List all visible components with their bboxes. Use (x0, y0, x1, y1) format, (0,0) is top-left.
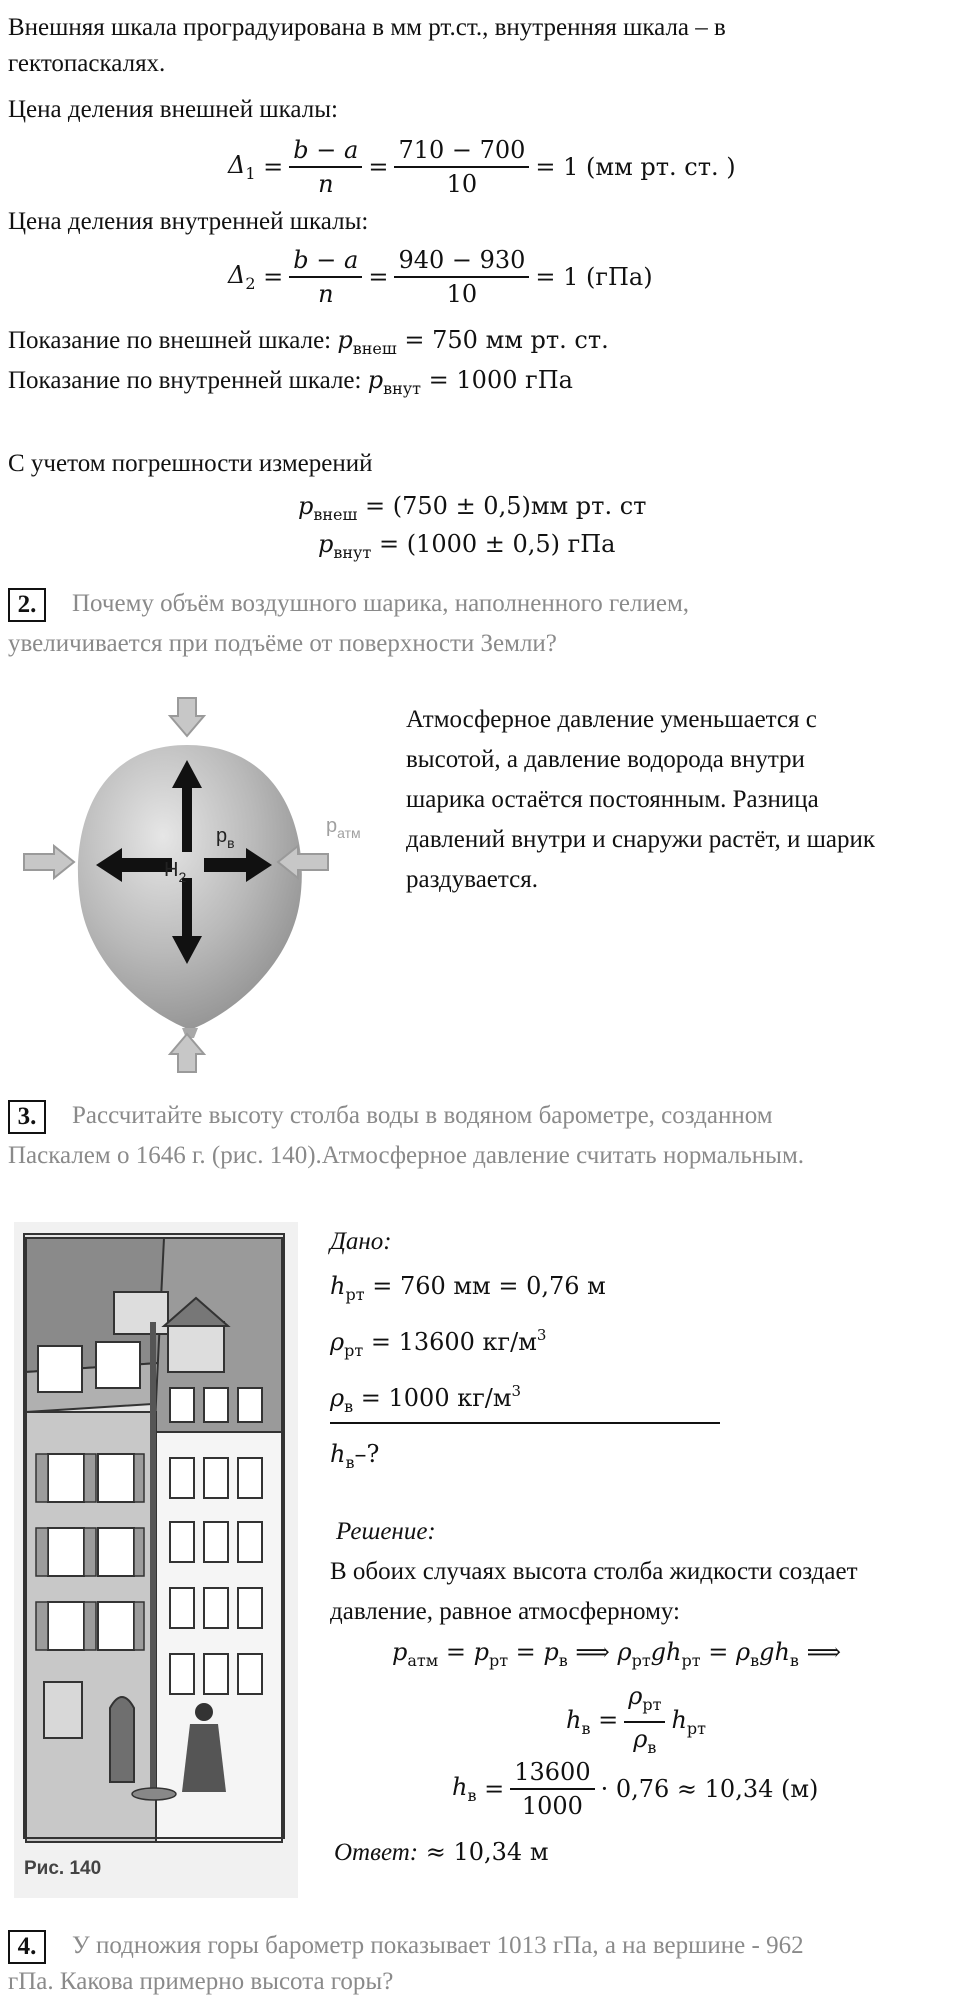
solution-equation-1: $p_{атм} = p_{рт} = p_в$ ⟹ $\rho_{рт}gh_{рт} = \rho_вgh_в$ ⟹ (392, 1638, 841, 1670)
outer-reading: Показание по внешней шкале: $p_{внеш} = 750$ мм рт. ст. (8, 326, 609, 358)
question-4-number: 4. (8, 1930, 46, 1964)
given-item: $h_{рт} = 760$ мм = 0,76 м (330, 1272, 606, 1304)
given-item: $\rho_в = 1000$ $кг/м^3$ (330, 1382, 522, 1416)
given-divider (330, 1422, 720, 1424)
question-3: 3. Рассчитайте высоту столба воды в водяном барометре, созданном (8, 1096, 773, 1136)
formula-inner-division: Δ2 = $\frac{b - a}{n}$ = $\frac{940 - 930}{10}$ = 1 (гПа) (228, 246, 653, 308)
question-3-line-2: Паскалем о 1646 г. (рис. 140).Атмосферное давление считать нормальным. (8, 1142, 805, 1169)
given-list (330, 1266, 606, 1427)
gas-label: $H_2$ (164, 859, 187, 885)
answer-line: давлений внутри и снаружи растёт, и шарик (406, 826, 875, 853)
given-label: Дано: (330, 1228, 392, 1255)
solution-equation-3: hв = $\frac{13600}{1000}$ · 0,76 ≈ 10,34 (м) (452, 1758, 819, 1820)
question-4-line-2: гПа. Какова примерно высота горы? (8, 1968, 394, 1995)
error-outer: $p_{внеш} = (750 \pm 0,5)мм$ рт. ст (298, 492, 647, 524)
answer-line: высотой, а давление водорода внутри (406, 746, 805, 773)
solution-line: давление, равное атмосферному: (330, 1598, 680, 1625)
inner-division-label: Цена деления внутренней шкалы: (8, 208, 369, 235)
answer-line: Атмосферное давление уменьшается с (406, 706, 817, 733)
answer-line: раздувается. (406, 866, 538, 893)
error-inner: $p_{внут} = (1000 \pm 0,5)$ гПа (318, 530, 616, 562)
outer-division-label: Цена деления внешней шкалы: (8, 96, 338, 123)
intro-line-1: Внешняя шкала проградуирована в мм рт.ст., внутренняя шкала – в (8, 14, 726, 41)
question-2-line-2: увеличивается при подъёме от поверхности Земли? (8, 630, 557, 657)
balloon-figure (10, 690, 380, 1080)
inner-reading: Показание по внутренней шкале: $p_{внут} = 1000$ гПа (8, 366, 573, 398)
outer-pressure-label: $p_{атм}$ (326, 815, 361, 841)
formula-outer-division: Δ1 = $\frac{b - a}{n}$ = $\frac{710 - 700}{10}$ = 1 (мм рт. ст. ) (228, 136, 736, 198)
given-item: $\rho_{рт} = 13600$ $кг/м^3$ (330, 1326, 547, 1360)
figure-caption: Рис. 140 (24, 1858, 102, 1879)
answer-line: шарика остаётся постоянным. Разница (406, 786, 819, 813)
barometer-tube (150, 1322, 156, 1792)
question-4: 4. У подножия горы барометр показывает 1013 гПа, а на вершине - 962 (8, 1926, 804, 1966)
solution-equation-2: hв = $\frac{\text{ρрт}}{\rho в}$ hрт (566, 1682, 706, 1757)
question-2-number: 2. (8, 588, 46, 622)
find-item: $h_в-$? (330, 1440, 380, 1472)
solution-label: Решение: (336, 1518, 436, 1545)
question-2-answer (406, 700, 875, 900)
error-label: С учетом погрешности измерений (8, 450, 373, 477)
answer: Ответ: ≈ 10,34 м (334, 1838, 549, 1866)
inner-pressure-label: $p_в$ (216, 825, 235, 851)
solution-line: В обоих случаях высота столба жидкости создает (330, 1558, 858, 1585)
pascal-house-figure (14, 1222, 298, 1898)
question-3-number: 3. (8, 1100, 46, 1134)
question-2: 2. Почему объём воздушного шарика, наполненного гелием, (8, 584, 689, 624)
intro-line-2: гектопаскалях. (8, 50, 166, 77)
